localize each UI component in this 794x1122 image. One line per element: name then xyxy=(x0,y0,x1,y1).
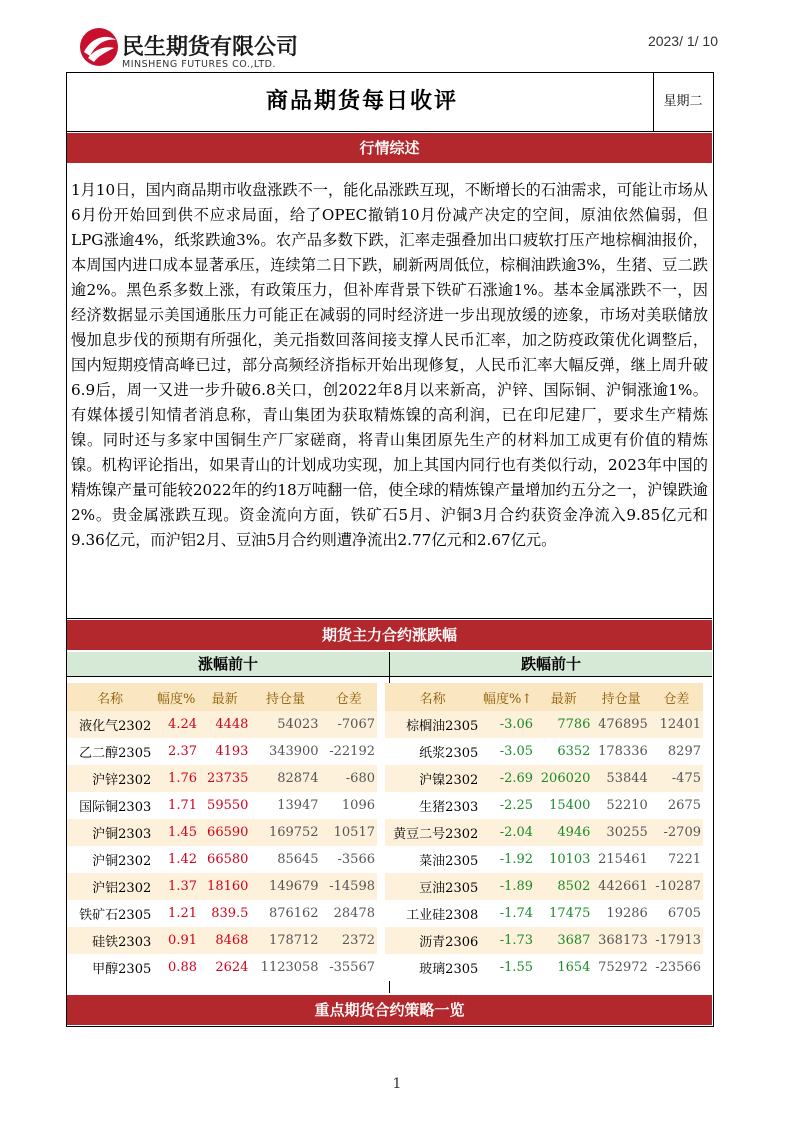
last-price: 66580 xyxy=(199,846,250,873)
weekday: 星期二 xyxy=(653,73,712,131)
table-row xyxy=(385,873,703,900)
change-pct: 1.37 xyxy=(153,873,199,900)
open-interest: 30255 xyxy=(592,819,649,846)
open-interest: 178712 xyxy=(250,927,320,954)
contract-name: 硅铁2303 xyxy=(67,927,153,954)
open-interest: 54023 xyxy=(250,711,320,738)
table-row xyxy=(385,792,703,819)
report-frame xyxy=(66,72,714,1027)
column-header: 幅度%↑ xyxy=(480,683,535,711)
oi-change: -7067 xyxy=(321,711,377,738)
table-row xyxy=(385,927,703,954)
divider xyxy=(67,618,712,619)
column-header: 幅度% xyxy=(153,683,199,711)
table-row xyxy=(67,873,377,900)
oi-change: 1096 xyxy=(321,792,377,819)
column-header: 持仓量 xyxy=(592,683,649,711)
change-pct: 0.88 xyxy=(153,954,199,981)
market-summary: 1月10日，国内商品期市收盘涨跌不一，能化品涨跌互现，不断增长的石油需求，可能让市场从6月份开始回到供不应求局面，给了OPEC撤销10月份减产决定的空间，原油依然偏弱，但LPG涨逾4%，纸浆跌逾3%。农产品多数下跌，汇率走强叠加出口疲软打压产地棕榈油报价，本周国内进口成本显著承压，连续第二日下跌，刷新两周低位，棕榈油跌逾3%，生猪、豆二跌逾2%。黑色系多数上涨，有政策压力，但补库背景下铁矿石涨逾1%。基本金属涨跌不一，因经济数据显示美国通胀压力可能正在减弱的同时经济进一步出现放缓的迹象，市场对美联储放慢加息步伐的预期有所强化，美元指数回落间接支撑人民币汇率，加之防疫政策优化调整后，国内短期疫情高峰已过，部分高频经济指标开始出现修复，人民币汇率大幅反弹，继上周升破6.9后，周一又进一步升破6.8关口，创2022年8月以来新高，沪锌、国际铜、沪铜涨逾1%。有媒体援引知情者消息称，青山集团为获取精炼镍的高利润，已在印尼建厂，要求生产精炼镍。同时还与多家中国铜生产厂家磋商，将青山集团原先生产的材料加工成更有价值的精炼镍。机构评论指出，如果青山的计划成功实现，加上其国内同行也有类似行动，2023年中国的精炼镍产量可能较2022年的约18万吨翻一倍，使全球的精炼镍产量增加约五分之一，沪镍跌逾2%。贵金属涨跌互现。资金流向方面，铁矿石5月、沪铜3月合约获资金净流入9.85亿元和9.36亿元，而沪铝2月、豆油5月合约则遭净流出2.77亿元和2.67亿元。 xyxy=(71,181,708,549)
last-price: 8468 xyxy=(199,927,250,954)
open-interest: 876162 xyxy=(250,900,320,927)
change-pct: -1.73 xyxy=(480,927,535,954)
losers-header: 跌幅前十 xyxy=(390,652,712,677)
last-price: 23735 xyxy=(199,765,250,792)
company-name-cn: 民生期货有限公司 xyxy=(122,35,299,60)
contract-name: 沪锌2302 xyxy=(67,765,153,792)
change-pct: -3.06 xyxy=(480,711,535,738)
table-row xyxy=(385,711,703,738)
report-title: 商品期货每日收评 xyxy=(265,89,458,114)
table-header-row xyxy=(385,683,703,711)
gainers-header: 涨幅前十 xyxy=(67,652,390,677)
contract-name: 乙二醇2305 xyxy=(67,738,153,765)
last-price: 839.5 xyxy=(199,900,250,927)
oi-change: 7221 xyxy=(650,846,703,873)
change-pct: 1.76 xyxy=(153,765,199,792)
column-header: 持仓量 xyxy=(250,683,320,711)
change-pct: 1.45 xyxy=(153,819,199,846)
last-price: 1654 xyxy=(535,954,592,981)
table-row xyxy=(67,954,377,981)
table-row xyxy=(67,765,377,792)
report-date: 2023/ 1/ 10 xyxy=(647,33,718,49)
gainers-table-wrap xyxy=(67,683,377,983)
oi-change: -22192 xyxy=(321,738,377,765)
oi-change: 10517 xyxy=(321,819,377,846)
table-header-row xyxy=(67,683,377,711)
last-price: 4448 xyxy=(199,711,250,738)
company-logo xyxy=(78,22,318,72)
oi-change: -2709 xyxy=(650,819,703,846)
table-row xyxy=(385,846,703,873)
table-row xyxy=(67,738,377,765)
open-interest: 19286 xyxy=(592,900,649,927)
oi-change: -17913 xyxy=(650,927,703,954)
contract-name: 沥青2306 xyxy=(385,927,480,954)
contract-name: 豆油2305 xyxy=(385,873,480,900)
open-interest: 442661 xyxy=(592,873,649,900)
last-price: 10103 xyxy=(535,846,592,873)
open-interest: 13947 xyxy=(250,792,320,819)
change-pct: -2.25 xyxy=(480,792,535,819)
oi-change: 28478 xyxy=(321,900,377,927)
last-price: 6352 xyxy=(535,738,592,765)
section-overview-header: 行情综述 xyxy=(67,133,712,163)
table-row xyxy=(67,900,377,927)
open-interest: 476895 xyxy=(592,711,649,738)
table-row xyxy=(385,738,703,765)
gainers-table xyxy=(67,683,377,981)
column-header: 最新 xyxy=(199,683,250,711)
contract-name: 棕榈油2305 xyxy=(385,711,480,738)
table-row xyxy=(67,846,377,873)
open-interest: 368173 xyxy=(592,927,649,954)
last-price: 8502 xyxy=(535,873,592,900)
contract-name: 菜油2305 xyxy=(385,846,480,873)
section-ranking-header: 期货主力合约涨跌幅 xyxy=(67,620,712,650)
losers-table-wrap xyxy=(385,683,703,983)
last-price: 4946 xyxy=(535,819,592,846)
open-interest: 169752 xyxy=(250,819,320,846)
oi-change: -35567 xyxy=(321,954,377,981)
title-bar xyxy=(67,73,712,132)
column-header: 最新 xyxy=(535,683,592,711)
open-interest: 1123058 xyxy=(250,954,320,981)
open-interest: 85645 xyxy=(250,846,320,873)
contract-name: 沪铝2302 xyxy=(67,873,153,900)
column-header: 仓差 xyxy=(321,683,377,711)
open-interest: 752972 xyxy=(592,954,649,981)
last-price: 7786 xyxy=(535,711,592,738)
last-price: 15400 xyxy=(535,792,592,819)
open-interest: 53844 xyxy=(592,765,649,792)
contract-name: 生猪2303 xyxy=(385,792,480,819)
last-price: 17475 xyxy=(535,900,592,927)
logo-mark-icon xyxy=(78,26,120,68)
table-row xyxy=(385,954,703,981)
change-pct: 4.24 xyxy=(153,711,199,738)
oi-change: -680 xyxy=(321,765,377,792)
last-price: 18160 xyxy=(199,873,250,900)
last-price: 206020 xyxy=(535,765,592,792)
last-price: 4193 xyxy=(199,738,250,765)
contract-name: 液化气2302 xyxy=(67,711,153,738)
contract-name: 工业硅2308 xyxy=(385,900,480,927)
contract-name: 纸浆2305 xyxy=(385,738,480,765)
last-price: 66590 xyxy=(199,819,250,846)
open-interest: 178336 xyxy=(592,738,649,765)
oi-change: -475 xyxy=(650,765,703,792)
change-pct: -1.74 xyxy=(480,900,535,927)
open-interest: 82874 xyxy=(250,765,320,792)
change-pct: -2.04 xyxy=(480,819,535,846)
section-strategy-header: 重点期货合约策略一览 xyxy=(67,995,712,1025)
change-pct: 1.71 xyxy=(153,792,199,819)
change-pct: -1.55 xyxy=(480,954,535,981)
table-row xyxy=(67,792,377,819)
oi-change: 8297 xyxy=(650,738,703,765)
change-pct: -1.92 xyxy=(480,846,535,873)
change-pct: 1.42 xyxy=(153,846,199,873)
change-pct: -3.05 xyxy=(480,738,535,765)
contract-name: 沪铜2302 xyxy=(67,846,153,873)
contract-name: 玻璃2305 xyxy=(385,954,480,981)
losers-table xyxy=(385,683,703,981)
oi-change: 2372 xyxy=(321,927,377,954)
oi-change: -14598 xyxy=(321,873,377,900)
ranking-tables xyxy=(67,677,712,989)
change-pct: 2.37 xyxy=(153,738,199,765)
oi-change: -23566 xyxy=(650,954,703,981)
contract-name: 甲醇2305 xyxy=(67,954,153,981)
last-price: 3687 xyxy=(535,927,592,954)
company-name-en: MINSHENG FUTURES CO.,LTD. xyxy=(122,59,276,70)
column-header: 仓差 xyxy=(650,683,703,711)
oi-change: 2675 xyxy=(650,792,703,819)
open-interest: 52210 xyxy=(592,792,649,819)
table-row xyxy=(385,819,703,846)
change-pct: -1.89 xyxy=(480,873,535,900)
last-price: 2624 xyxy=(199,954,250,981)
change-pct: 0.91 xyxy=(153,927,199,954)
oi-change: -3566 xyxy=(321,846,377,873)
page-number: 1 xyxy=(392,1076,402,1092)
oi-change: -10287 xyxy=(650,873,703,900)
oi-change: 6705 xyxy=(650,900,703,927)
table-row xyxy=(67,819,377,846)
contract-name: 铁矿石2305 xyxy=(67,900,153,927)
change-pct: -2.69 xyxy=(480,765,535,792)
contract-name: 沪铜2303 xyxy=(67,819,153,846)
contract-name: 沪镍2302 xyxy=(385,765,480,792)
column-header: 名称 xyxy=(385,683,480,711)
table-row xyxy=(67,927,377,954)
contract-name: 国际铜2303 xyxy=(67,792,153,819)
open-interest: 215461 xyxy=(592,846,649,873)
column-header: 名称 xyxy=(67,683,153,711)
change-pct: 1.21 xyxy=(153,900,199,927)
table-row xyxy=(385,900,703,927)
contract-name: 黄豆二号2302 xyxy=(385,819,480,846)
last-price: 59550 xyxy=(199,792,250,819)
table-row xyxy=(67,711,377,738)
oi-change: 12401 xyxy=(650,711,703,738)
open-interest: 149679 xyxy=(250,873,320,900)
open-interest: 343900 xyxy=(250,738,320,765)
table-row xyxy=(385,765,703,792)
